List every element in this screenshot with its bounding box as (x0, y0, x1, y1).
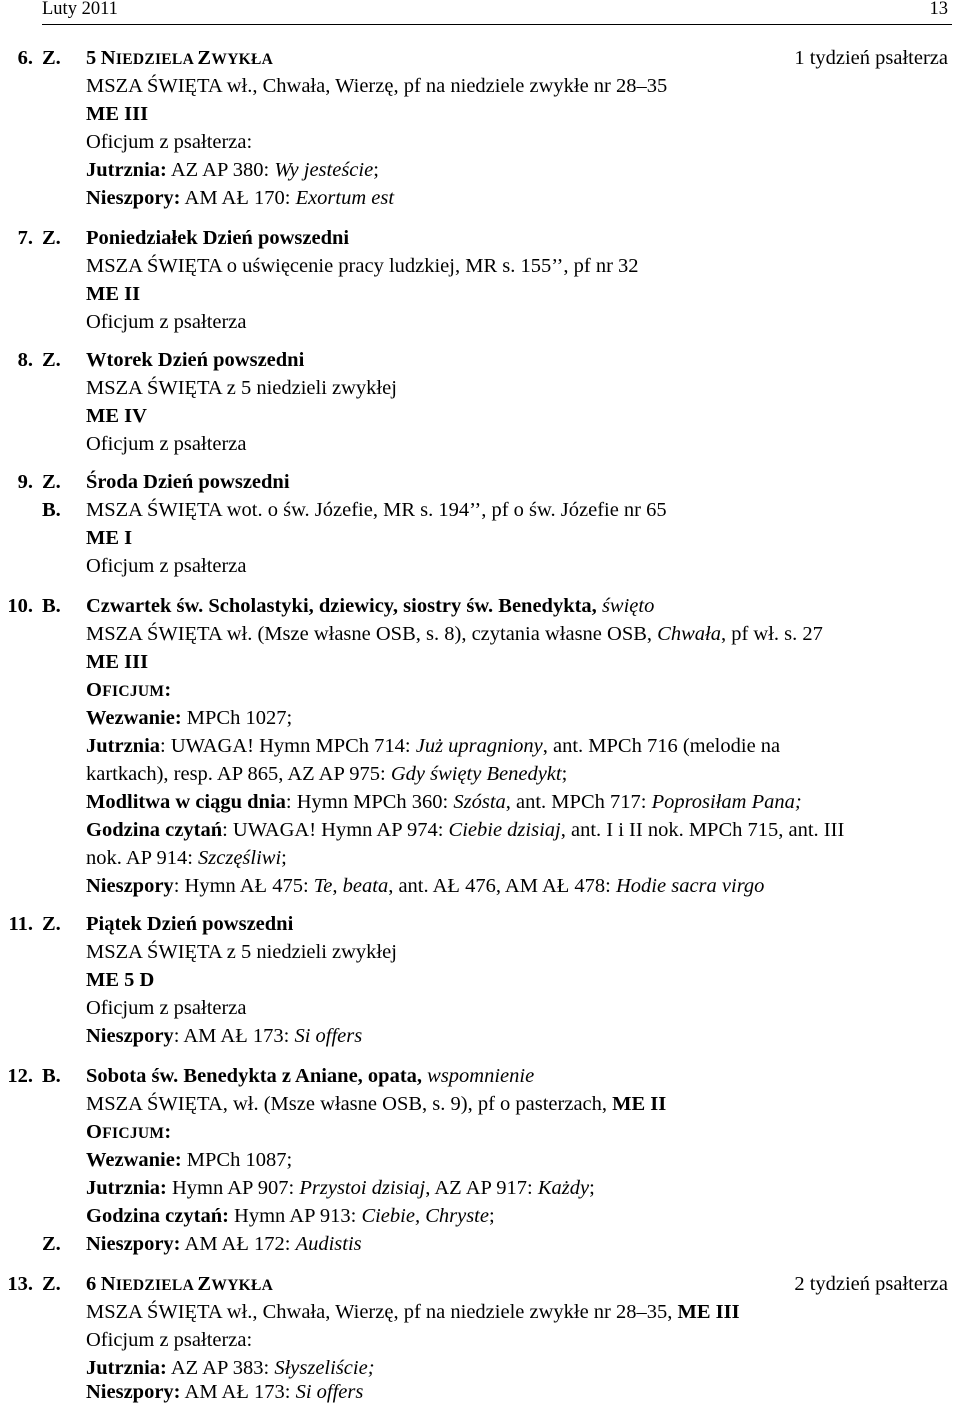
liturgical-color: B. (42, 1065, 61, 1087)
day-number: 11. (8, 913, 33, 935)
lauds-line: Jutrznia: Hymn AP 907: Przystoi dzisiaj, AZ AP 917: Każdy; (86, 1177, 595, 1199)
page-number: 13 (929, 0, 948, 19)
office-info: Oficjum z psałterza (86, 311, 247, 333)
entry-7-heading (0, 224, 960, 252)
entry-13-heading (0, 1270, 960, 1298)
me-ref: ME III (86, 651, 149, 673)
office-info: Oficjum z psałterza (86, 997, 247, 1019)
entry-title: Piątek Dzień powszedni (86, 913, 294, 935)
office-info: Oficjum z psałterza: (86, 131, 253, 153)
header-month: Luty 2011 (42, 0, 118, 19)
mass-info: MSZA ŚWIĘTA wł. (Msze własne OSB, s. 8), czytania własne OSB, Chwała, pf wł. s. 27 (86, 623, 823, 645)
vespers-line: Nieszpory: AM AŁ 172: Audistis (86, 1233, 362, 1255)
liturgical-color-alt: B. (42, 499, 61, 521)
me-ref: ME II (86, 283, 141, 305)
entry-11-heading (0, 910, 960, 938)
invitatory-line: Wezwanie: MPCh 1087; (86, 1149, 293, 1171)
entry-title: Wtorek Dzień powszedni (86, 349, 305, 371)
mass-info: MSZA ŚWIĘTA wł., Chwała, Wierzę, pf na niedziele zwykłe nr 28–35 (86, 75, 668, 97)
day-number: 6. (17, 47, 33, 69)
vespers-line: Nieszpory: AM AŁ 173: Si offers (86, 1025, 363, 1047)
entry-title: 5 NIEDZIELA ZWYKŁA (86, 47, 274, 69)
invitatory-line: Wezwanie: MPCh 1027; (86, 707, 293, 729)
office-info: Oficjum z psałterza: (86, 1329, 253, 1351)
vespers-line: Nieszpory: AM AŁ 170: Exortum est (86, 187, 395, 209)
me-ref: ME IV (86, 405, 147, 427)
vespers-line: Nieszpory: Hymn AŁ 475: Te, beata, ant. AŁ 476, AM AŁ 478: Hodie sacra virgo (86, 875, 765, 897)
mass-info: MSZA ŚWIĘTA o uświęcenie pracy ludzkiej, MR s. 155’’, pf nr 32 (86, 255, 639, 277)
liturgical-color: Z. (42, 47, 61, 69)
office-heading: OFICJUM: (86, 679, 172, 701)
entry-title: Sobota św. Benedykta z Aniane, opata, wspomnienie (86, 1065, 535, 1087)
entry-title: Poniedziałek Dzień powszedni (86, 227, 350, 249)
vespers-line: Nieszpory: AM AŁ 173: Si offers (86, 1381, 364, 1403)
psalter-week: 1 tydzień psałterza (794, 47, 948, 69)
day-number: 10. (7, 595, 33, 617)
readings-line-cont: nok. AP 914: Szczęśliwi; (86, 847, 287, 869)
liturgical-color: Z. (42, 227, 61, 249)
mass-info: MSZA ŚWIĘTA z 5 niedzieli zwykłej (86, 941, 397, 963)
me-ref: ME III (86, 103, 149, 125)
liturgical-color: Z. (42, 1273, 61, 1295)
psalter-week: 2 tydzień psałterza (794, 1273, 948, 1295)
page-header (42, 0, 952, 25)
entry-12-heading (0, 1062, 960, 1090)
liturgical-color: Z. (42, 349, 61, 371)
me-ref: ME I (86, 527, 133, 549)
mass-info: MSZA ŚWIĘTA z 5 niedzieli zwykłej (86, 377, 397, 399)
liturgical-color: Z. (42, 471, 61, 493)
mass-info: MSZA ŚWIĘTA wot. o św. Józefie, MR s. 194’’, pf o św. Józefie nr 65 (86, 499, 667, 521)
entry-title: Środa Dzień powszedni (86, 471, 290, 493)
day-number: 7. (17, 227, 33, 249)
entry-8-heading (0, 346, 960, 374)
day-number: 9. (17, 471, 33, 493)
liturgical-color: B. (42, 595, 61, 617)
office-info: Oficjum z psałterza (86, 555, 247, 577)
entry-9-heading (0, 468, 960, 496)
lauds-line: Jutrznia: AZ AP 380: Wy jesteście; (86, 159, 379, 181)
entry-6-heading (0, 44, 960, 72)
mass-info: MSZA ŚWIĘTA wł., Chwała, Wierzę, pf na niedziele zwykłe nr 28–35, ME III (86, 1301, 740, 1323)
mass-info: MSZA ŚWIĘTA, wł. (Msze własne OSB, s. 9), pf o pasterzach, ME II (86, 1093, 667, 1115)
day-number: 13. (7, 1273, 33, 1295)
office-heading: OFICJUM: (86, 1121, 172, 1143)
entry-title: Czwartek św. Scholastyki, dziewicy, siostry św. Benedykta, święto (86, 595, 655, 617)
readings-line: Godzina czytań: Hymn AP 913: Ciebie, Chryste; (86, 1205, 495, 1227)
liturgical-color-alt: Z. (42, 1233, 61, 1255)
entry-title: 6 NIEDZIELA ZWYKŁA (86, 1273, 274, 1295)
day-number: 12. (7, 1065, 33, 1087)
lauds-line-cont: kartkach), resp. AP 865, AZ AP 975: Gdy święty Benedykt; (86, 763, 568, 785)
lauds-line: Jutrznia: AZ AP 383: Słyszeliście; (86, 1357, 375, 1379)
lauds-line: Jutrznia: UWAGA! Hymn MPCh 714: Już upragniony, ant. MPCh 716 (melodie na (86, 735, 781, 757)
me-ref: ME 5 D (86, 969, 155, 991)
office-info: Oficjum z psałterza (86, 433, 247, 455)
liturgical-color: Z. (42, 913, 61, 935)
entry-10-heading (0, 592, 960, 620)
readings-line: Godzina czytań: UWAGA! Hymn AP 974: Ciebie dzisiaj, ant. I i II nok. MPCh 715, ant. III (86, 819, 845, 841)
daytime-prayer-line: Modlitwa w ciągu dnia: Hymn MPCh 360: Szósta, ant. MPCh 717: Poprosiłam Pana; (86, 791, 802, 813)
day-number: 8. (17, 349, 33, 371)
